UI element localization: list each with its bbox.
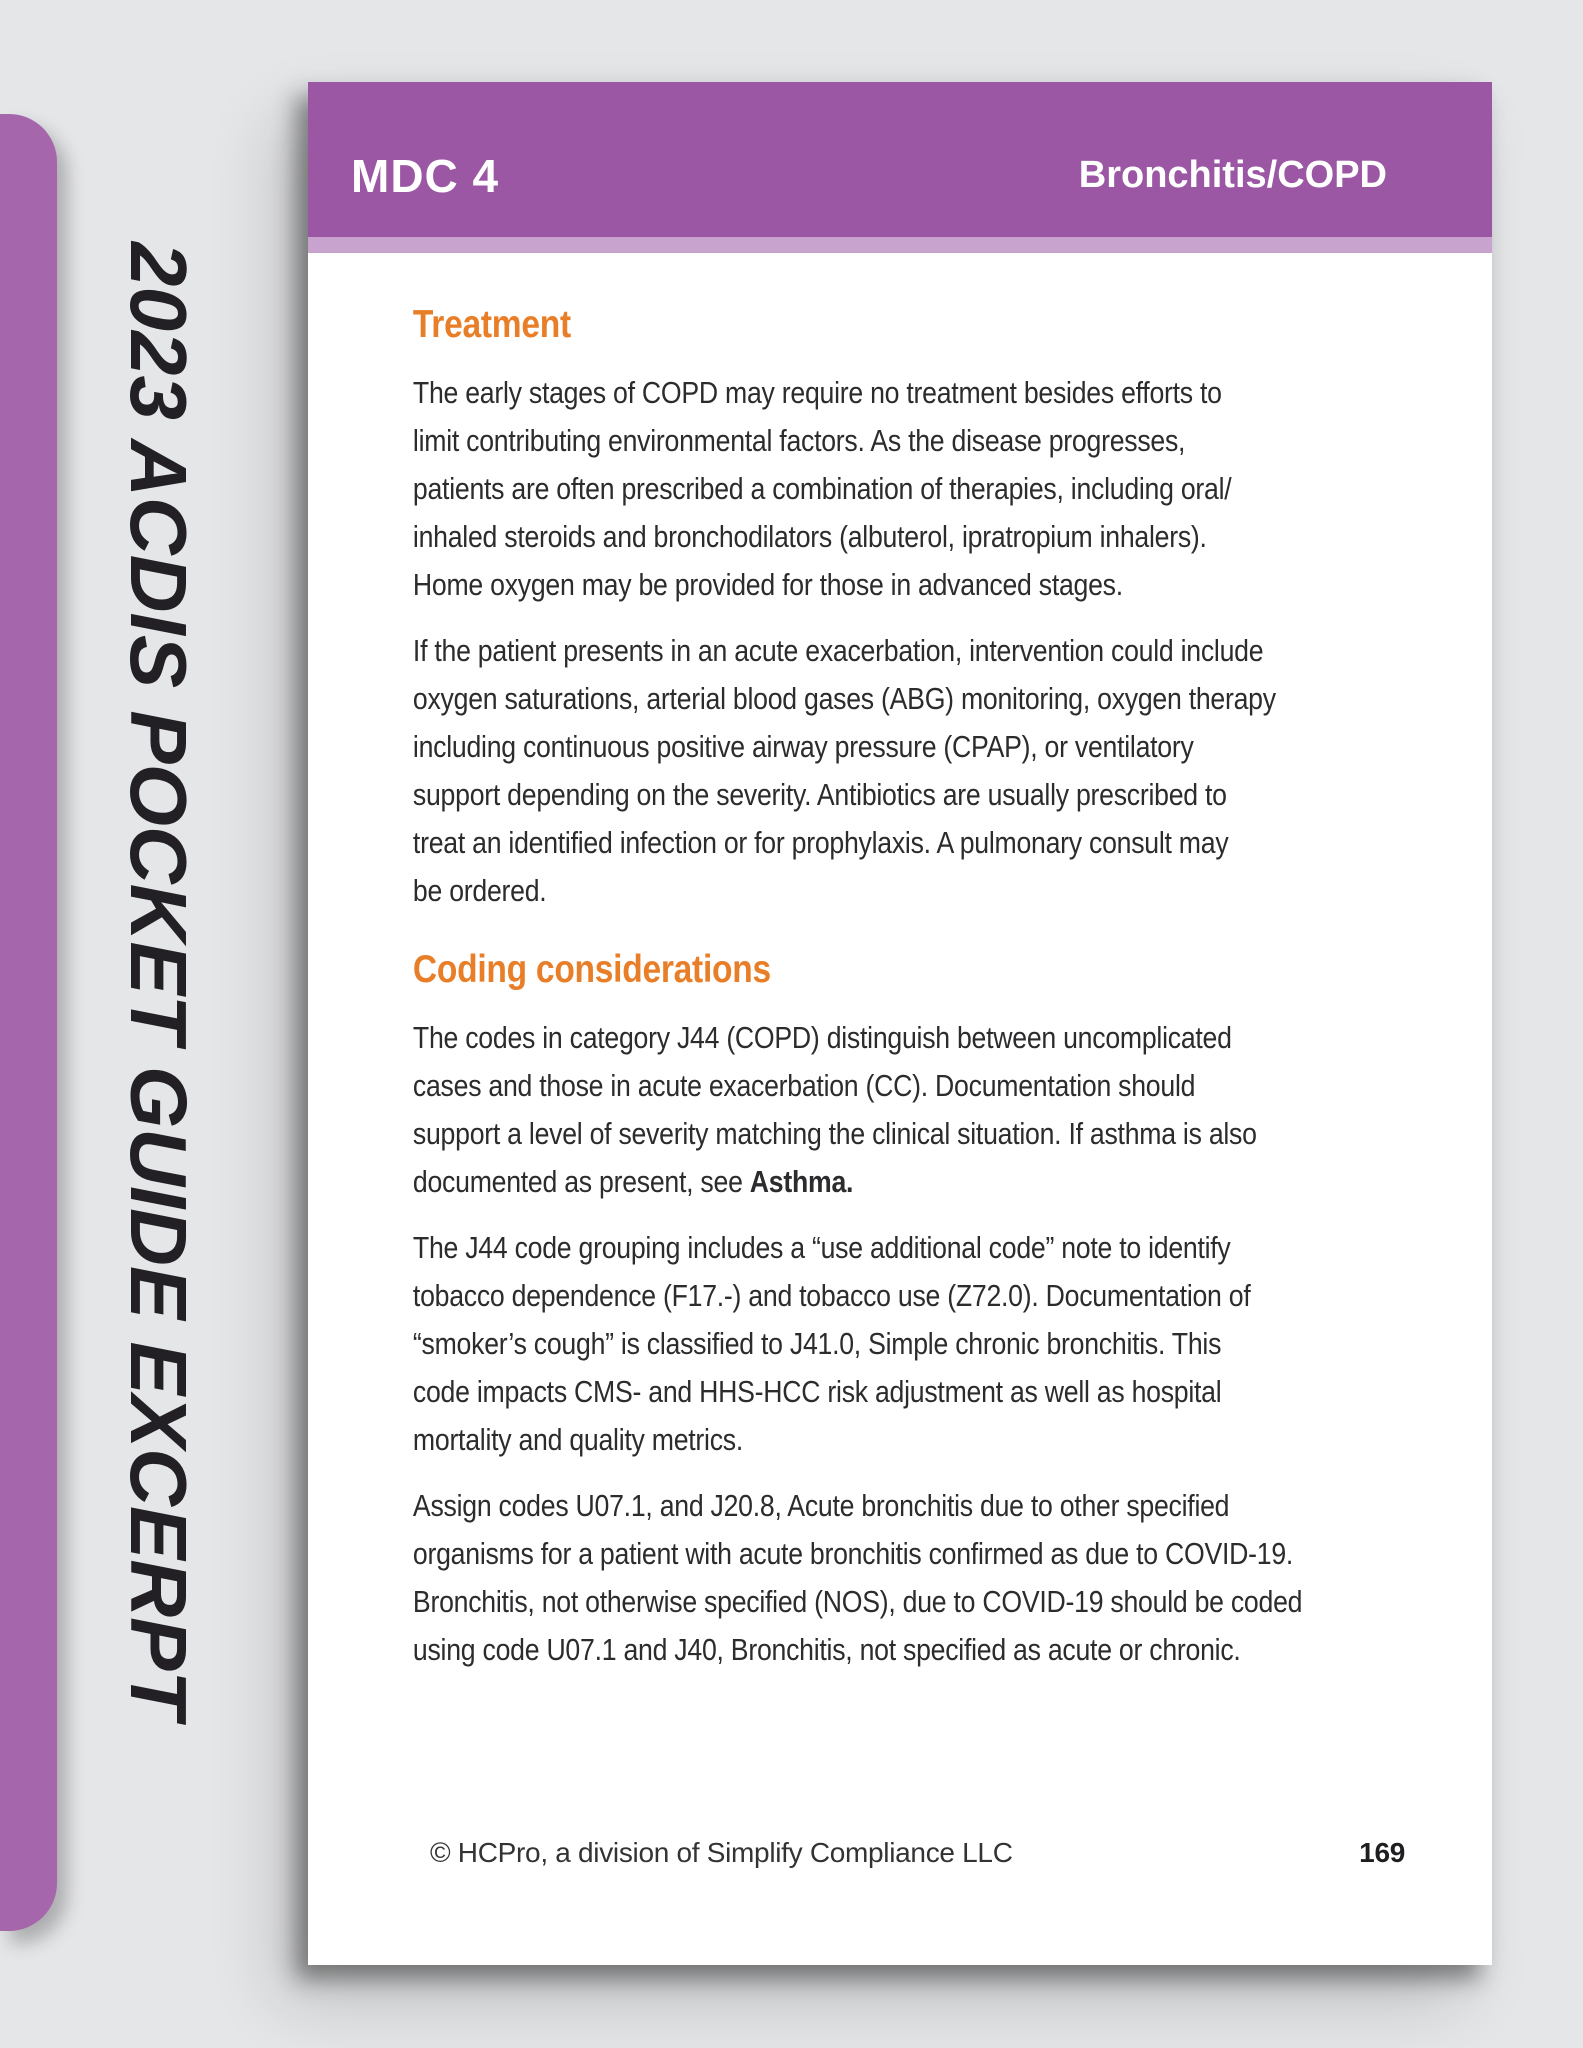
paragraph-coding-1 xyxy=(413,1014,1417,1206)
copyright-text: © HCPro, a division of Simplify Compliance LLC xyxy=(430,1837,1013,1868)
spine-title: 2023 ACDIS POCKET GUIDE EXCERPT xyxy=(114,242,203,1720)
section-heading-treatment: Treatment xyxy=(412,303,571,346)
page-footer xyxy=(430,1837,1405,1869)
page-header-band xyxy=(308,82,1492,237)
paragraph-treatment-1: The early stages of COPD may require no treatment besides efforts to limit contributing environmental factors. As the disease progresses, patients are often prescribed a combination of therapies, including oral/ inhaled steroids and bronchodilators (albuterol, ipratropium inhalers). Home oxygen may be provided for those in advanced stages. xyxy=(412,375,1232,602)
book-spine-tab xyxy=(0,114,57,1931)
page-content xyxy=(308,303,1417,1674)
paragraph-coding-3: Assign codes U07.1, and J20.8, Acute bronchitis due to other specified organisms for a patient with acute bronchitis confirmed as due to COVID-19. Bronchitis, not otherwise specified (NOS), due to COVID-19 should be coded using code U07.1 and J40, Bronchitis, not specified as acute or chronic. xyxy=(412,1488,1303,1667)
asthma-cross-reference: Asthma. xyxy=(749,1164,854,1199)
page-card xyxy=(308,82,1492,1965)
paragraph-coding-1-lines: The codes in category J44 (COPD) distinguish between uncomplicated cases and those in acute exacerbation (CC). Documentation should support a level of severity matching the clinical situation. If asthma is also xyxy=(412,1020,1257,1151)
mdc-label: MDC 4 xyxy=(351,149,500,202)
page-number: 169 xyxy=(1359,1837,1405,1868)
paragraph-coding-1-tail: documented as present, see xyxy=(412,1164,750,1199)
paragraph-coding-2: The J44 code grouping includes a “use additional code” note to identify tobacco dependence (F17.-) and tobacco use (Z72.0). Documentation of “smoker’s cough” is classified to J41.0, Simple chronic bronchitis. This code impacts CMS- and HHS-HCC risk adjustment as well as hospital mortality and quality metrics. xyxy=(412,1230,1251,1457)
section-heading-coding-considerations: Coding considerations xyxy=(412,948,771,991)
paragraph-coding-1-lastline xyxy=(413,1164,853,1199)
header-accent-strip xyxy=(308,237,1492,253)
topic-label: Bronchitis/COPD xyxy=(1078,154,1387,196)
paragraph-treatment-2: If the patient presents in an acute exacerbation, intervention could include oxygen saturations, arterial blood gases (ABG) monitoring, oxygen therapy including continuous positive airway pressure (CPAP), or ventilatory support depending on the severity. Antibiotics are usually prescribed to treat an identified infection or for prophylaxis. A pulmonary consult may be ordered. xyxy=(412,633,1276,908)
